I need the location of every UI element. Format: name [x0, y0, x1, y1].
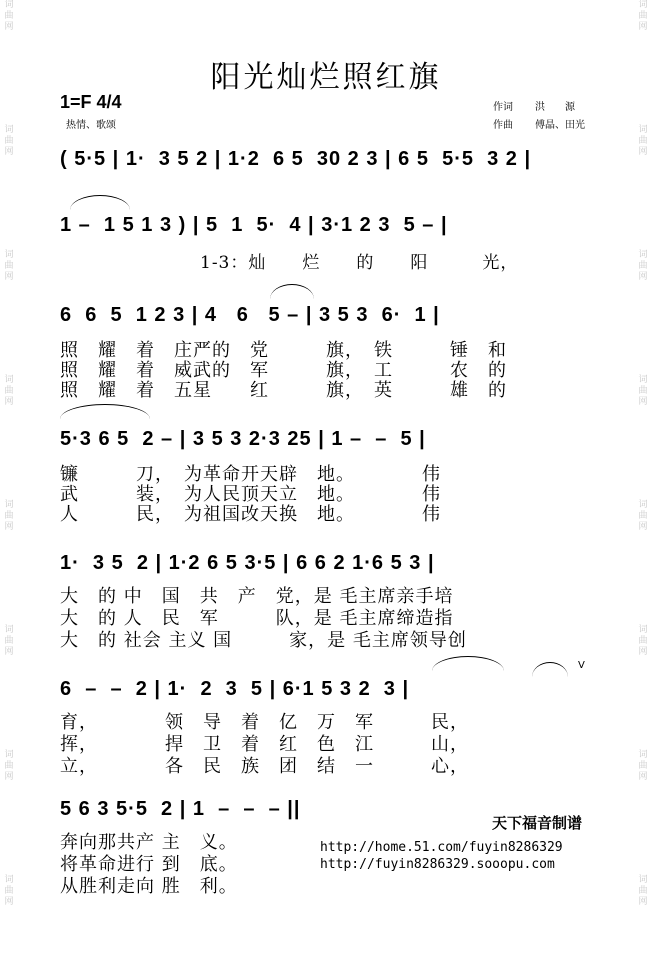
score-row-2 [60, 214, 600, 238]
score-row-5 [60, 552, 600, 576]
notation-line: 6 6 5 1 2 3 | 4 6 5 – | 3 5 3 6· 1 | [60, 304, 440, 326]
slur [532, 662, 568, 677]
key-signature: 1=F 4/4 [60, 92, 122, 112]
lyric-line: 大 的 社会 主义 国 家，是 毛主席领导创 [60, 630, 467, 651]
lyric-line: 大 的 中 国 共 产 党，是 毛主席亲手培 [60, 586, 454, 607]
source-url: http://fuyin8286329.sooopu.com [320, 857, 555, 872]
song-title: 阳光灿烂照红旗 [210, 60, 442, 95]
lyric-line: 挥， 捍 卫 着 红 色 江 山， [60, 734, 469, 755]
slur [432, 656, 504, 671]
slur [70, 195, 130, 210]
notation-line: 6 – – 2 | 1· 2 3 5 | 6·1 5 3 2 3 | [60, 678, 410, 700]
watermark-left: 词曲网 词曲网 词曲网 词曲网 词曲网 词曲网 词曲网 词曲网 [4, 0, 14, 907]
lyric-line: 奔向那共产 主 义。 [60, 832, 238, 853]
score-row-1 [60, 148, 600, 172]
score-row-4 [60, 428, 600, 452]
lyric-line: 1-3：灿 烂 的 阳 光， [200, 253, 519, 273]
lyric-line: 人 民， 为祖国改天换 地。 伟 [60, 504, 441, 525]
lyric-line: 将革命进行 到 底。 [60, 854, 238, 875]
lyric-line: 立， 各 民 族 团 结 一 心， [60, 756, 469, 777]
notation-line: 5·3 6 5 2 – | 3 5 3 2·3 25 | 1 – – 5 | [60, 428, 426, 450]
notation-line: ( 5·5 | 1· 3 5 2 | 1·2 6 5 30 2 3 | 6 5 5·5 3 2 | [60, 148, 532, 170]
lyric-line: 武 装， 为人民顶天立 地。 伟 [60, 484, 441, 505]
lyric-line: 镰 刀， 为革命开天辟 地。 伟 [60, 464, 441, 485]
source-url: http://home.51.com/fuyin8286329 [320, 840, 563, 855]
lyric-line: 从胜利走向 胜 利。 [60, 876, 238, 897]
notation-line: 1· 3 5 2 | 1·2 6 5 3·5 | 6 6 2 1·6 5 3 | [60, 552, 435, 574]
tempo-marking: 热情、歌颂 [66, 120, 116, 131]
lyric-line: 照 耀 着 庄严的 党 旗， 铁 锤 和 [60, 340, 507, 361]
publisher-label: 天下福音制谱 [492, 814, 583, 832]
score-row-6 [60, 678, 600, 702]
lyric-line: 照 耀 着 五星 红 旗， 英 雄 的 [60, 380, 507, 401]
notation-line: 5 6 3 5·5 2 | 1 – – – || [60, 798, 301, 820]
lyric-line: 育， 领 导 着 亿 万 军 民， [60, 712, 469, 733]
lyric-line: 照 耀 着 威武的 军 旗， 工 农 的 [60, 360, 507, 381]
composer-credit: 作曲 傅晶、田光 [493, 120, 585, 131]
lyric-line: 大 的 人 民 军 队，是 毛主席缔造指 [60, 608, 454, 629]
watermark-right: 词曲网 词曲网 词曲网 词曲网 词曲网 词曲网 词曲网 词曲网 [638, 0, 648, 907]
breath-mark: V [578, 660, 585, 671]
lyricist-credit: 作词 洪 源 [493, 102, 575, 113]
slur [270, 284, 314, 299]
slur [60, 404, 150, 419]
score-row-3 [60, 304, 600, 328]
notation-line: 1 – 1 5 1 3 ) | 5 1 5· 4 | 3·1 2 3 5 – | [60, 214, 448, 236]
